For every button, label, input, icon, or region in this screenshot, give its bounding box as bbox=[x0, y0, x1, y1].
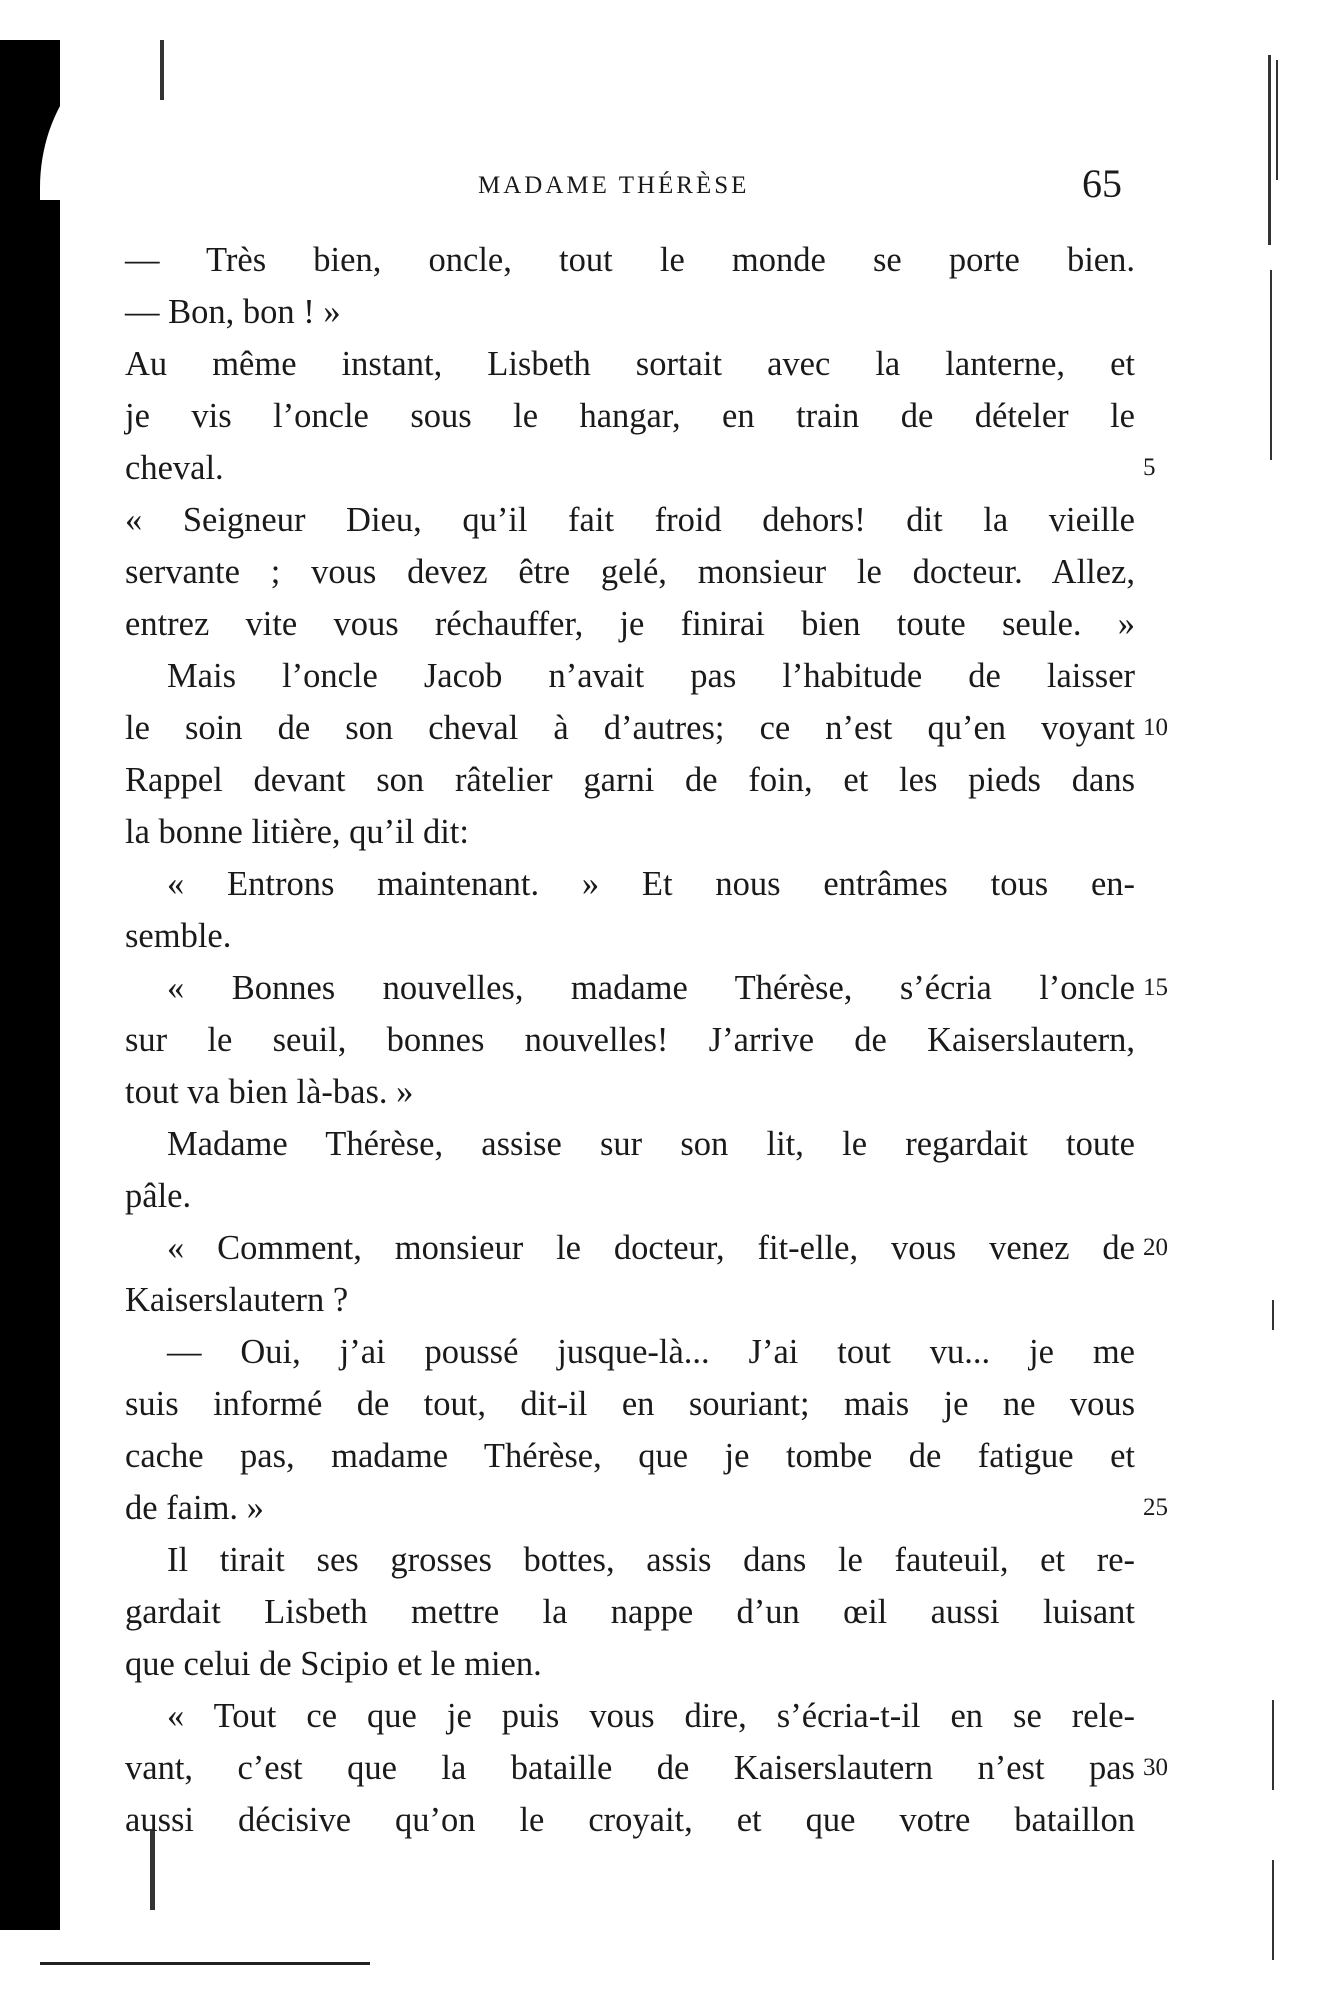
scan-bottom-rule bbox=[40, 1962, 370, 1965]
text-line: « Tout ce que je puis vous dire, s’écria-t-il en se rele- bbox=[167, 1697, 1135, 1735]
scan-mark bbox=[1272, 1700, 1274, 1790]
text-line: pâle. bbox=[125, 1177, 192, 1215]
text-line: « Bonnes nouvelles, madame Thérèse, s’écria l’oncle 15 bbox=[125, 962, 1135, 1014]
scan-mark bbox=[1268, 55, 1271, 245]
text-line: Kaiserslautern ? bbox=[125, 1281, 349, 1319]
scan-mark bbox=[160, 40, 164, 100]
line-number: 15 bbox=[1143, 974, 1168, 1001]
text-line: Mais l’oncle Jacob n’avait pas l’habitude de laisser bbox=[167, 657, 1135, 695]
text-line: je vis l’oncle sous le hangar, en train de dételer le bbox=[125, 397, 1135, 435]
text-line: tout va bien là-bas. » bbox=[125, 1073, 414, 1111]
page-number: 65 bbox=[1082, 161, 1122, 206]
text-line: « Entrons maintenant. » Et nous entrâmes tous en- bbox=[167, 865, 1135, 903]
running-title: MADAME THÉRÈSE bbox=[478, 172, 750, 199]
text-line: cheval. 5 bbox=[125, 442, 1135, 494]
text-line: cache pas, madame Thérèse, que je tombe de fatigue et bbox=[125, 1437, 1135, 1475]
text-line: Madame Thérèse, assise sur son lit, le regardait toute bbox=[167, 1125, 1135, 1163]
page-header bbox=[0, 161, 1335, 208]
text-line: « Comment, monsieur le docteur, fit-elle, vous venez de 20 bbox=[125, 1222, 1135, 1274]
text-line: que celui de Scipio et le mien. bbox=[125, 1645, 542, 1683]
text-line: semble. bbox=[125, 917, 232, 955]
text-line: de faim. » 25 bbox=[125, 1482, 1135, 1534]
scan-edge-shadow bbox=[0, 40, 60, 1930]
scan-mark bbox=[1270, 270, 1272, 460]
scan-mark bbox=[1272, 1300, 1274, 1330]
text-line: la bonne litière, qu’il dit: bbox=[125, 813, 469, 851]
text-line: Rappel devant son râtelier garni de foin, et les pieds dans bbox=[125, 761, 1135, 799]
line-number: 25 bbox=[1143, 1494, 1168, 1521]
text-line: Il tirait ses grosses bottes, assis dans le fauteuil, et re- bbox=[167, 1541, 1135, 1579]
line-number: 10 bbox=[1143, 714, 1168, 741]
text-line: sur le seuil, bonnes nouvelles! J’arrive de Kaiserslautern, bbox=[125, 1021, 1135, 1059]
text-line: gardait Lisbeth mettre la nappe d’un œil aussi luisant bbox=[125, 1593, 1135, 1631]
text-line: entrez vite vous réchauffer, je finirai bien toute seule. » bbox=[125, 605, 1135, 643]
scan-mark bbox=[1272, 1860, 1274, 1960]
text-line: — Bon, bon ! » bbox=[125, 293, 341, 331]
text-line: vant, c’est que la bataille de Kaiserslautern n’est pas 30 bbox=[125, 1742, 1135, 1794]
text-line: « Seigneur Dieu, qu’il fait froid dehors! dit la vieille bbox=[125, 501, 1135, 539]
line-number: 20 bbox=[1143, 1234, 1168, 1261]
text-line: — Oui, j’ai poussé jusque-là... J’ai tout vu... je me bbox=[167, 1333, 1135, 1371]
text-line: — Très bien, oncle, tout le monde se porte bien. bbox=[125, 241, 1135, 279]
line-number: 30 bbox=[1143, 1754, 1168, 1781]
text-line: servante ; vous devez être gelé, monsieur le docteur. Allez, bbox=[125, 553, 1135, 591]
scan-mark bbox=[1276, 60, 1278, 180]
line-number: 5 bbox=[1143, 454, 1156, 481]
text-line: suis informé de tout, dit-il en souriant; mais je ne vous bbox=[125, 1385, 1135, 1423]
text-line: aussi décisive qu’on le croyait, et que votre bataillon bbox=[125, 1801, 1135, 1839]
text-line: Au même instant, Lisbeth sortait avec la lanterne, et bbox=[125, 345, 1135, 383]
body-text bbox=[125, 234, 1168, 1846]
text-line: le soin de son cheval à d’autres; ce n’est qu’en voyant 10 bbox=[125, 702, 1135, 754]
